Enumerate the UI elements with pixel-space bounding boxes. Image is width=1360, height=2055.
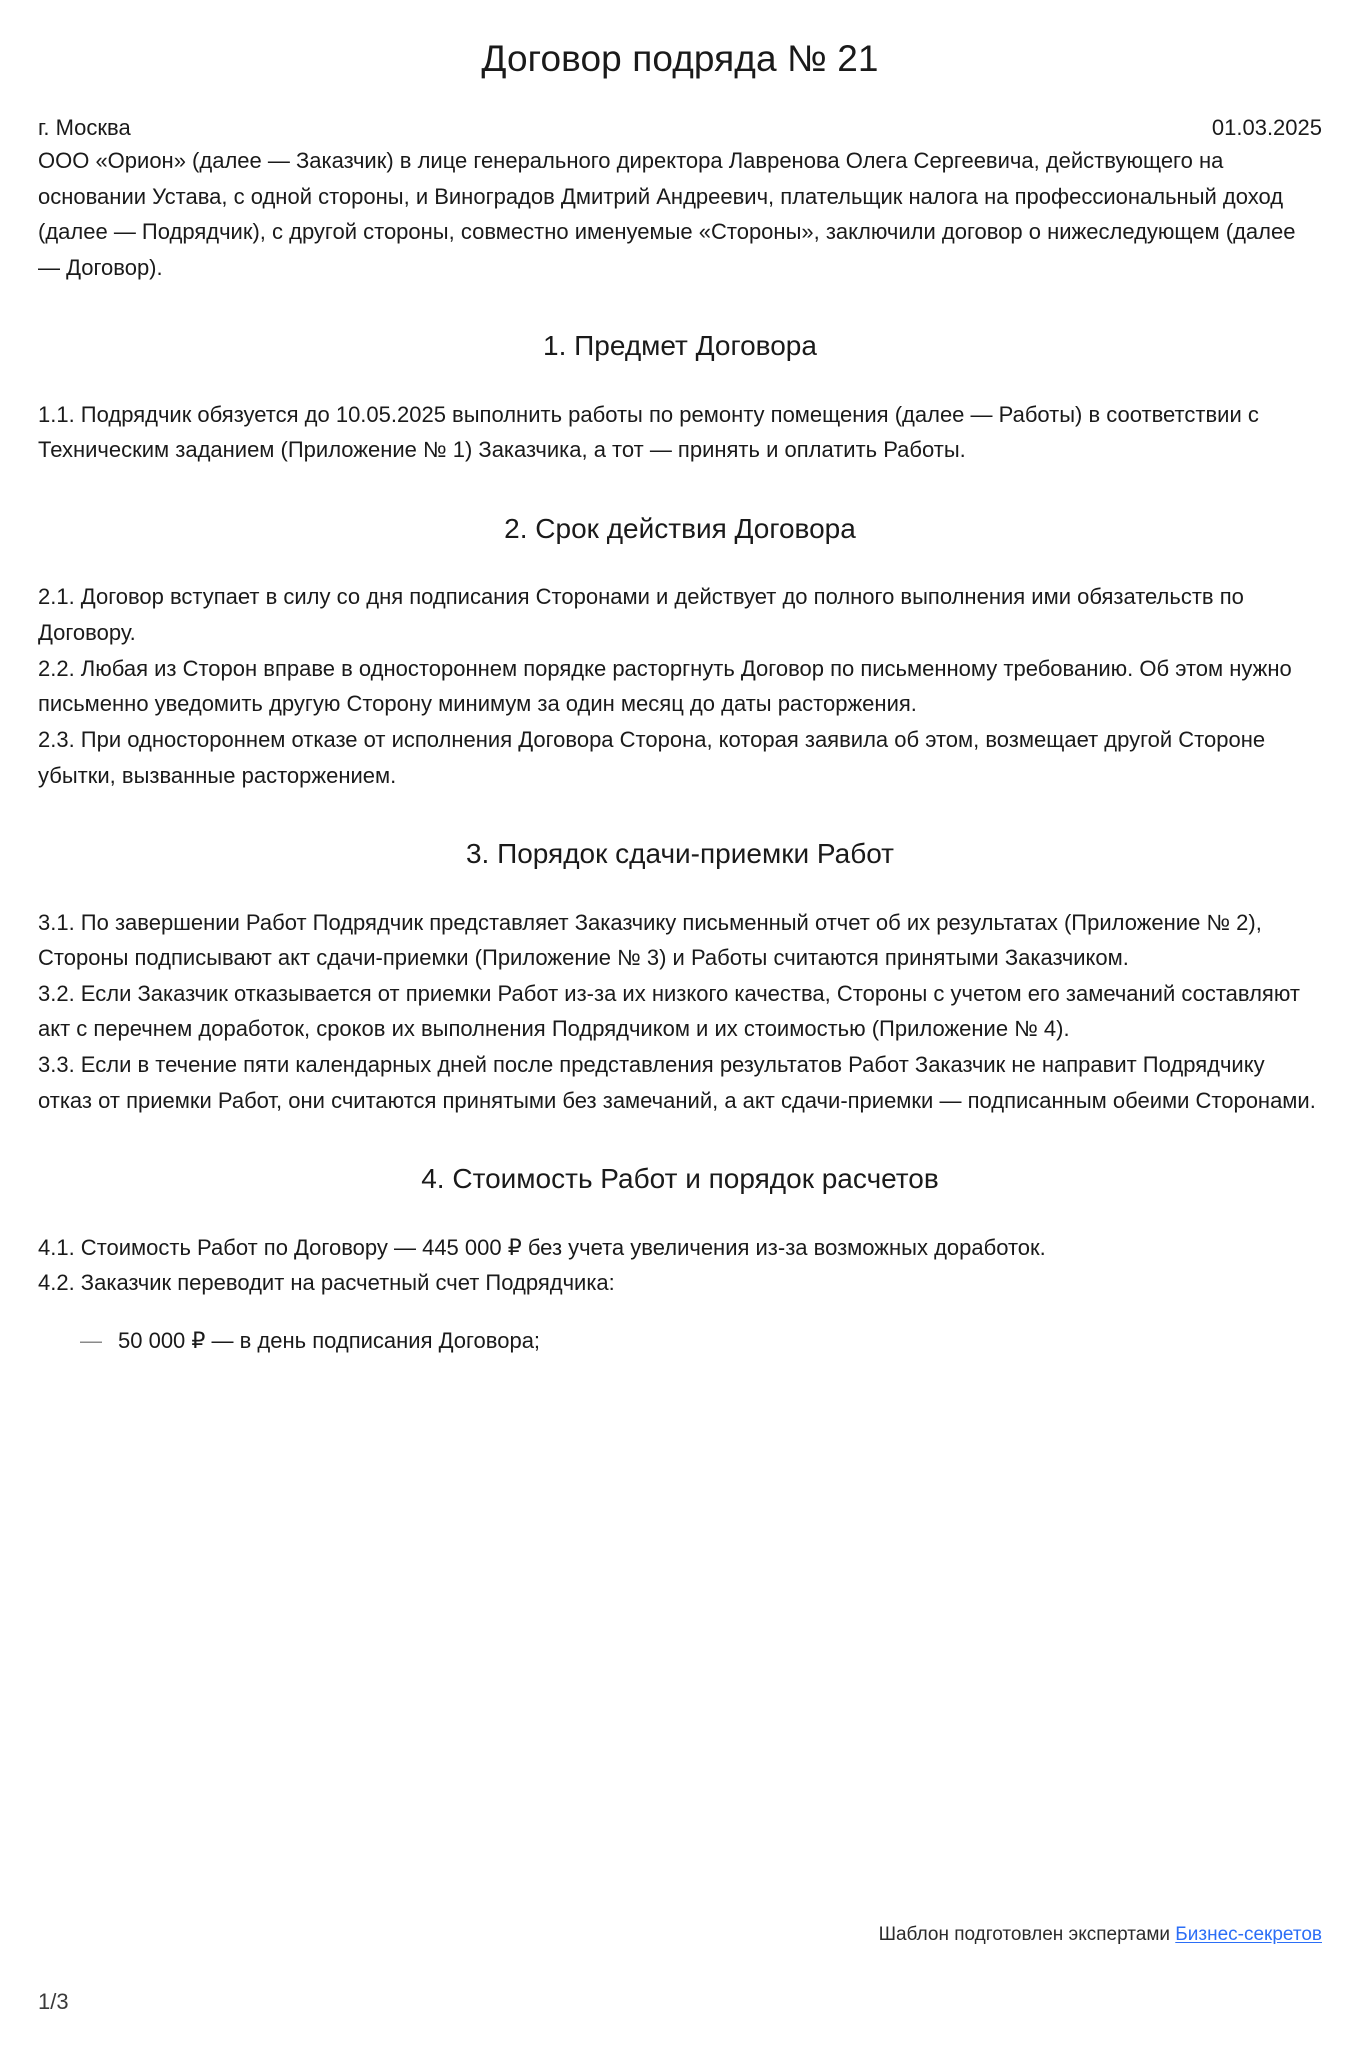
document-content xyxy=(38,0,1322,1363)
footer-note-prefix: Шаблон подготовлен экспертами xyxy=(878,1924,1176,1945)
clause-3-2: 3.2. Если Заказчик отказывается от приемки Работ из-за их низкого качества, Стороны с учетом его замечаний составляют акт с перечнем доработок, сроков их выполнения Подрядчиком и их стоимостью (Приложение № 4). xyxy=(38,980,1300,1042)
page-indicator: 1/3 xyxy=(38,1989,69,2014)
list-item-label: 50 000 ₽ — в день подписания Договора; xyxy=(118,1328,541,1353)
section-heading-4: 4. Стоимость Работ и порядок расчетов xyxy=(421,1163,939,1195)
section-heading-1: 1. Предмет Договора xyxy=(543,330,817,362)
page-title: Договор подряда № 21 xyxy=(481,38,879,79)
clause-2-3: 2.3. При одностороннем отказе от исполнения Договора Сторона, которая заявила об этом, возмещает другой Стороне убытки, вызванные расторжением. xyxy=(38,726,1266,788)
clause-4-1: 4.1. Стоимость Работ по Договору — 445 000 ₽ без учета увеличения из-за возможных доработок. xyxy=(38,1234,1046,1260)
brand-link[interactable]: Бизнес-секретов xyxy=(1175,1924,1322,1945)
intro-paragraph: ООО «Орион» (далее — Заказчик) в лице генерального директора Лавренова Олега Сергеевича, действующего на основании Устава, с одной стороны, и Виноградов Дмитрий Андреевич, плательщик налога на профессиональный доход (далее — Подрядчик), с другой стороны, совместно именуемые «Стороны», заключили договор о нижеследующем (далее — Договор). xyxy=(38,147,1296,280)
clause-2-2: 2.2. Любая из Сторон вправе в одностороннем порядке расторгнуть Договор по письменному требованию. Об этом нужно письменно уведомить другую Сторону минимум за один месяц до даты расторжения. xyxy=(38,655,1292,717)
document-place: г. Москва xyxy=(38,115,131,141)
section-heading-2: 2. Срок действия Договора xyxy=(504,513,856,545)
section-heading-3: 3. Порядок сдачи-приемки Работ xyxy=(465,838,895,870)
clause-1-1: 1.1. Подрядчик обязуется до 10.05.2025 выполнить работы по ремонту помещения (далее — Работы) в соответствии с Техническим заданием (Приложение № 1) Заказчика, а тот — принять и оплатить Работы. xyxy=(38,401,1259,463)
footer-note xyxy=(38,1922,1322,1949)
clause-4-2: 4.2. Заказчик переводит на расчетный счет Подрядчика: xyxy=(38,1270,615,1296)
document-date: 01.03.2025 xyxy=(1211,115,1322,141)
clause-3-3: 3.3. Если в течение пяти календарных дней после представления результатов Работ Заказчик не направит Подрядчику отказ от приемки Работ, они считаются принятыми без замечаний, а акт сдачи-приемки — подписанным обеими Сторонами. xyxy=(38,1052,1316,1113)
payment-schedule-list xyxy=(38,1323,1322,1359)
dash-bullet-icon: — xyxy=(80,1328,102,1353)
clause-2-1: 2.1. Договор вступает в силу со дня подписания Сторонами и действует до полного выполнения ими обязательств по Договору. xyxy=(38,584,1244,646)
list-item xyxy=(38,1323,1322,1359)
document-meta-row xyxy=(38,113,1322,143)
clause-3-1: 3.1. По завершении Работ Подрядчик представляет Заказчику письменный отчет об их результатах (Приложение № 2), Стороны подписывают акт сдачи-приемки (Приложение № 3) и Работы считаются принятыми Заказчиком. xyxy=(38,909,1262,971)
